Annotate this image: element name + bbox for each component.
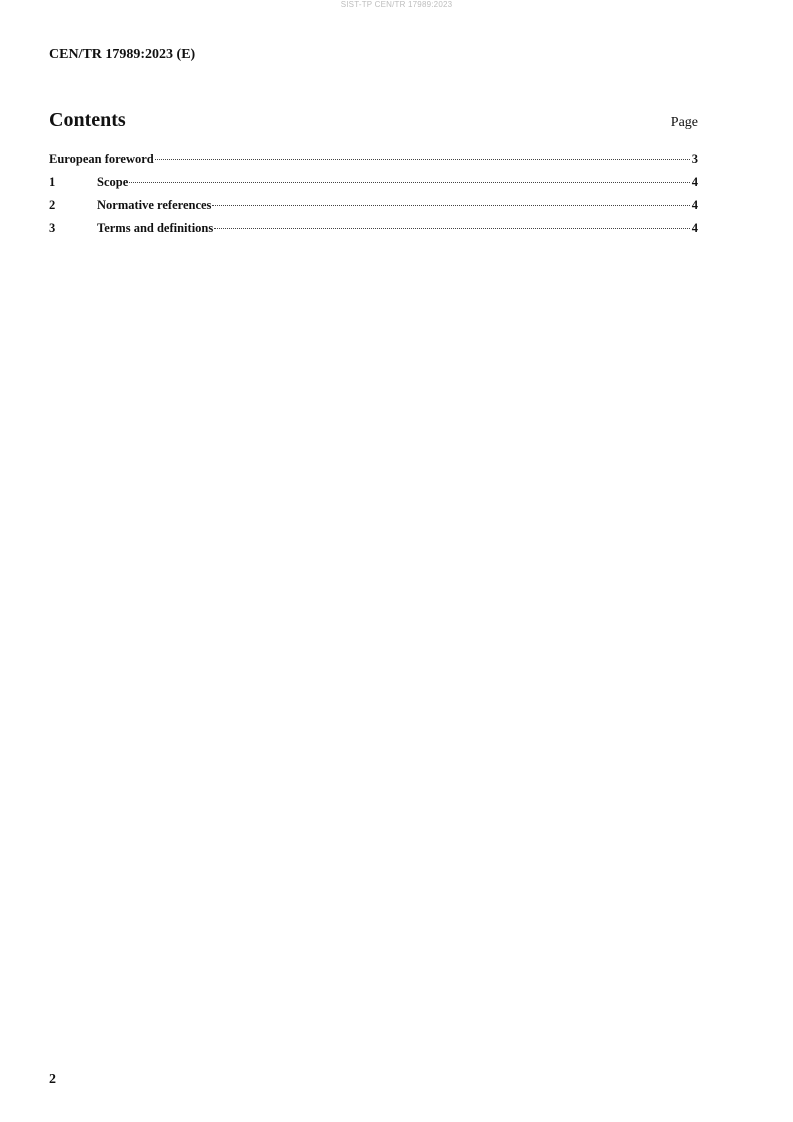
toc-entry-number: 2 — [49, 198, 56, 212]
dot-leader — [155, 159, 690, 160]
toc-entry-label[interactable]: Normative references — [97, 198, 212, 212]
page-column-label: Page — [670, 115, 698, 130]
watermark: SIST-TP CEN/TR 17989:2023 — [340, 0, 453, 9]
toc-entry-terms-and-definitions[interactable] — [49, 220, 698, 243]
toc-entry-label[interactable]: European foreword — [49, 152, 154, 166]
toc-entry-number: 3 — [49, 221, 56, 235]
table-of-contents — [49, 151, 698, 243]
dot-leader — [129, 182, 690, 183]
contents-heading-row — [49, 108, 698, 132]
dot-leader — [214, 228, 690, 229]
dot-leader — [212, 205, 690, 206]
toc-entry-label[interactable]: Terms and definitions — [97, 221, 214, 235]
toc-entry-scope[interactable] — [49, 174, 698, 197]
document-identifier: CEN/TR 17989:2023 (E) — [49, 47, 196, 62]
toc-entry-page: 3 — [691, 152, 698, 166]
contents-title: Contents — [49, 109, 126, 131]
toc-entry-page: 4 — [691, 198, 698, 212]
toc-entry-european-foreword[interactable] — [49, 151, 698, 174]
page-number: 2 — [49, 1072, 56, 1087]
toc-entry-label[interactable]: Scope — [97, 175, 129, 189]
toc-entry-normative-references[interactable] — [49, 197, 698, 220]
toc-entry-page: 4 — [691, 221, 698, 235]
toc-entry-page: 4 — [691, 175, 698, 189]
toc-entry-number: 1 — [49, 175, 56, 189]
